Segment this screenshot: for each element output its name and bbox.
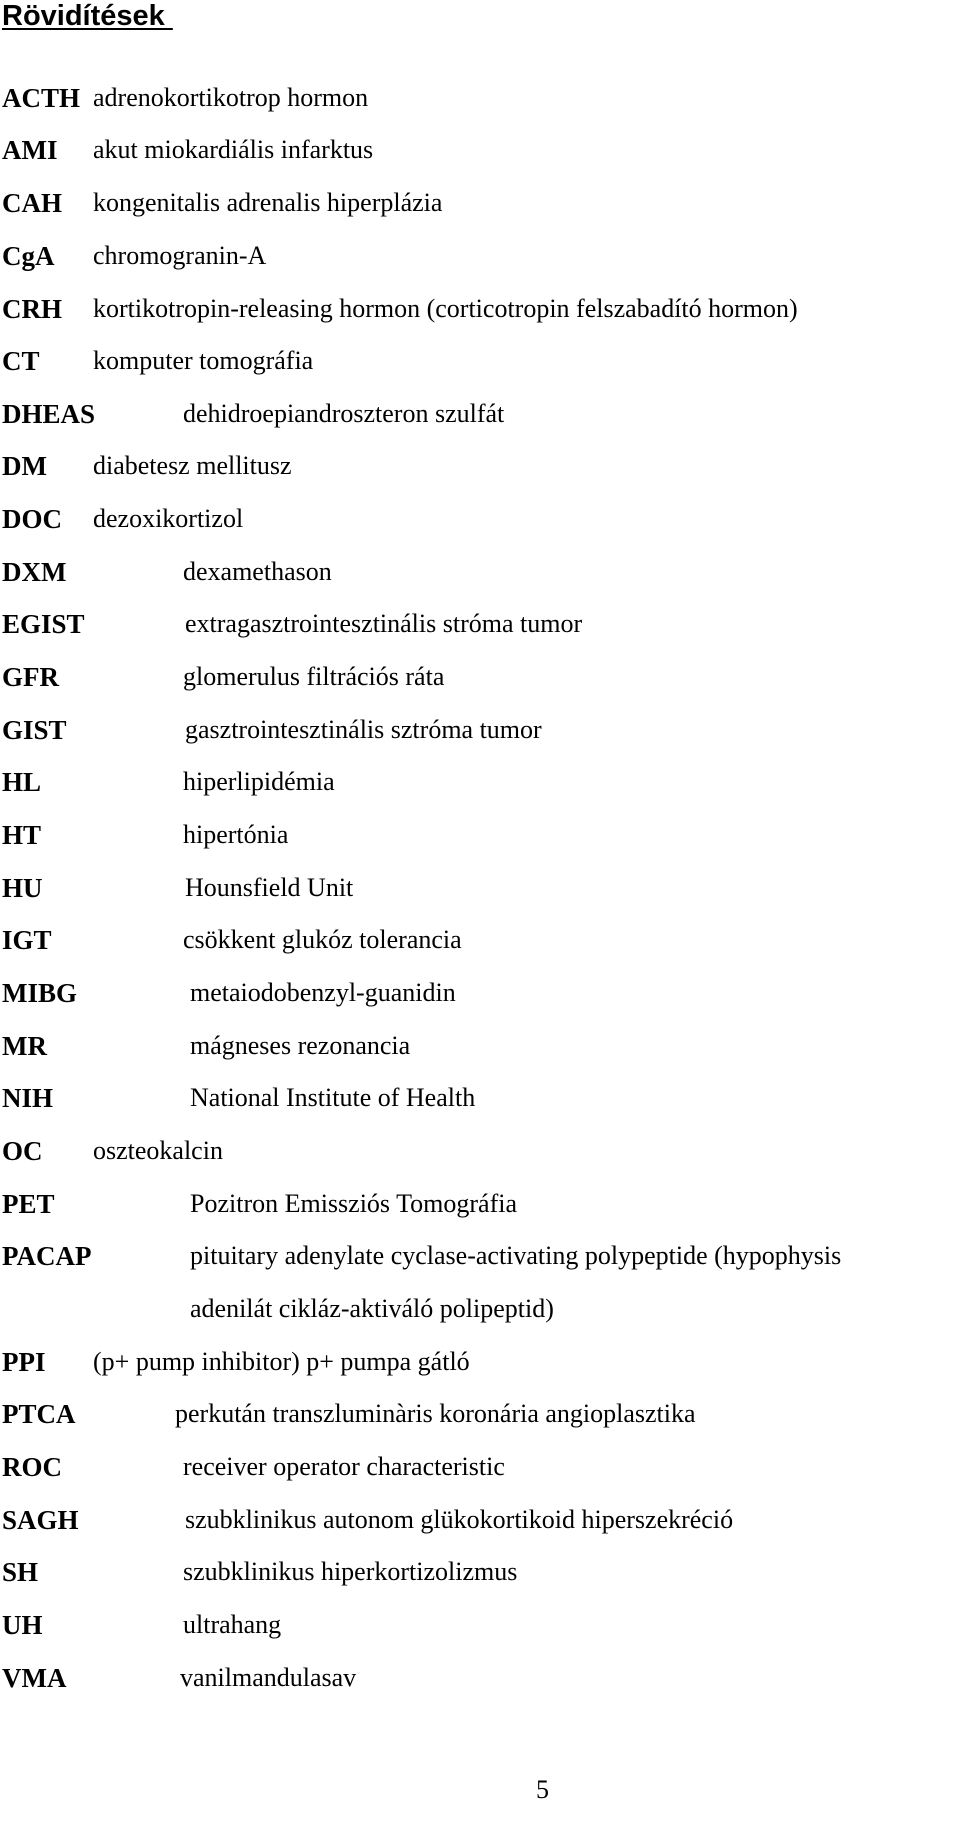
list-item [0,1447,960,1487]
abbreviation: CgA [2,241,55,271]
definition: dexamethason [183,557,332,586]
definition: oszteokalcin [93,1136,223,1165]
list-item [0,394,960,434]
abbreviation: HU [2,873,43,903]
definition: dehidroepiandroszteron szulfát [183,399,505,428]
abbreviation: CAH [2,188,62,218]
abbreviation: ROC [2,1452,62,1482]
definition: gasztrointesztinális sztróma tumor [185,715,542,744]
list-item [0,973,960,1013]
list-item [0,183,960,223]
definition: hiperlipidémia [183,767,335,796]
abbreviation: HL [2,767,42,797]
definition: Hounsfield Unit [185,873,354,902]
definition: komputer tomográfia [93,346,314,375]
list-item [0,710,960,750]
abbreviation: SAGH [2,1505,79,1535]
definition: akut miokardiális infarktus [93,135,374,164]
definition: csökkent glukóz tolerancia [183,925,462,954]
abbreviation: PACAP [2,1241,92,1271]
list-item [0,1552,960,1592]
abbreviation: DXM [2,557,67,587]
list-item [0,236,960,276]
abbreviation: OC [2,1136,43,1166]
list-item [0,289,960,329]
list-item [0,815,960,855]
list-item [0,1078,960,1118]
page-number: 5 [536,1775,549,1804]
definition: adrenokortikotrop hormon [93,83,369,112]
definition: adenilát cikláz-aktiváló polipeptid) [190,1294,554,1323]
abbreviation: GIST [2,715,67,745]
list-item [0,130,960,170]
list-item [0,1658,960,1698]
definition: ultrahang [183,1610,282,1639]
definition: dezoxikortizol [93,504,244,533]
definition: szubklinikus hiperkortizolizmus [183,1557,518,1586]
definition: receiver operator characteristic [183,1452,505,1481]
list-item [0,657,960,697]
abbreviation: ACTH [2,83,81,113]
abbreviation: CRH [2,294,62,324]
definition: National Institute of Health [190,1083,476,1112]
list-item [0,78,960,118]
list-item [0,1236,960,1276]
abbreviation: DM [2,451,47,481]
definition: chromogranin-A [93,241,267,270]
definition: glomerulus filtrációs ráta [183,662,445,691]
abbreviation: SH [2,1557,39,1587]
list-item [0,868,960,908]
definition: (p+ pump inhibitor) p+ pumpa gátló [93,1347,470,1376]
list-item [0,1026,960,1066]
abbreviation: CT [2,346,40,376]
abbreviation: MR [2,1031,47,1061]
list-item [0,1394,960,1434]
definition: pituitary adenylate cyclase-activating polypeptide (hypophysis [190,1241,842,1270]
list-item [0,1184,960,1224]
abbreviation: NIH [2,1083,54,1113]
definition: kongenitalis adrenalis hiperplázia [93,188,443,217]
definition: kortikotropin-releasing hormon (corticotropin felszabadító hormon) [93,294,798,323]
list-item [0,1605,960,1645]
abbreviation: DHEAS [2,399,96,429]
abbreviation: PTCA [2,1399,76,1429]
abbreviation: DOC [2,504,62,534]
definition: metaiodobenzyl-guanidin [190,978,456,1007]
abbreviation: PET [2,1189,55,1219]
definition: szubklinikus autonom glükokortikoid hiperszekréció [185,1505,734,1534]
abbreviation: IGT [2,925,52,955]
definition: Pozitron Emissziós Tomográfia [190,1189,517,1218]
abbreviation: PPI [2,1347,46,1377]
definition: mágneses rezonancia [190,1031,411,1060]
list-item [0,552,960,592]
abbreviation: EGIST [2,609,85,639]
list-item [0,920,960,960]
definition: hipertónia [183,820,289,849]
list-item [0,762,960,802]
definition: vanilmandulasav [180,1663,357,1692]
abbreviation: MIBG [2,978,78,1008]
abbreviation: UH [2,1610,43,1640]
definition: diabetesz mellitusz [93,451,292,480]
abbreviation: GFR [2,662,59,692]
list-item [0,1131,960,1171]
page-title: Rövidítések [2,0,173,32]
list-item [0,1342,960,1382]
abbreviation: HT [2,820,42,850]
list-item [0,1289,960,1329]
abbreviation: VMA [2,1663,67,1693]
list-item [0,341,960,381]
definition: extragasztrointesztinális stróma tumor [185,609,583,638]
abbreviation: AMI [2,135,58,165]
definition: perkután transzluminàris koronária angioplasztika [175,1399,696,1428]
list-item [0,446,960,486]
list-item [0,1500,960,1540]
list-item [0,499,960,539]
list-item [0,604,960,644]
